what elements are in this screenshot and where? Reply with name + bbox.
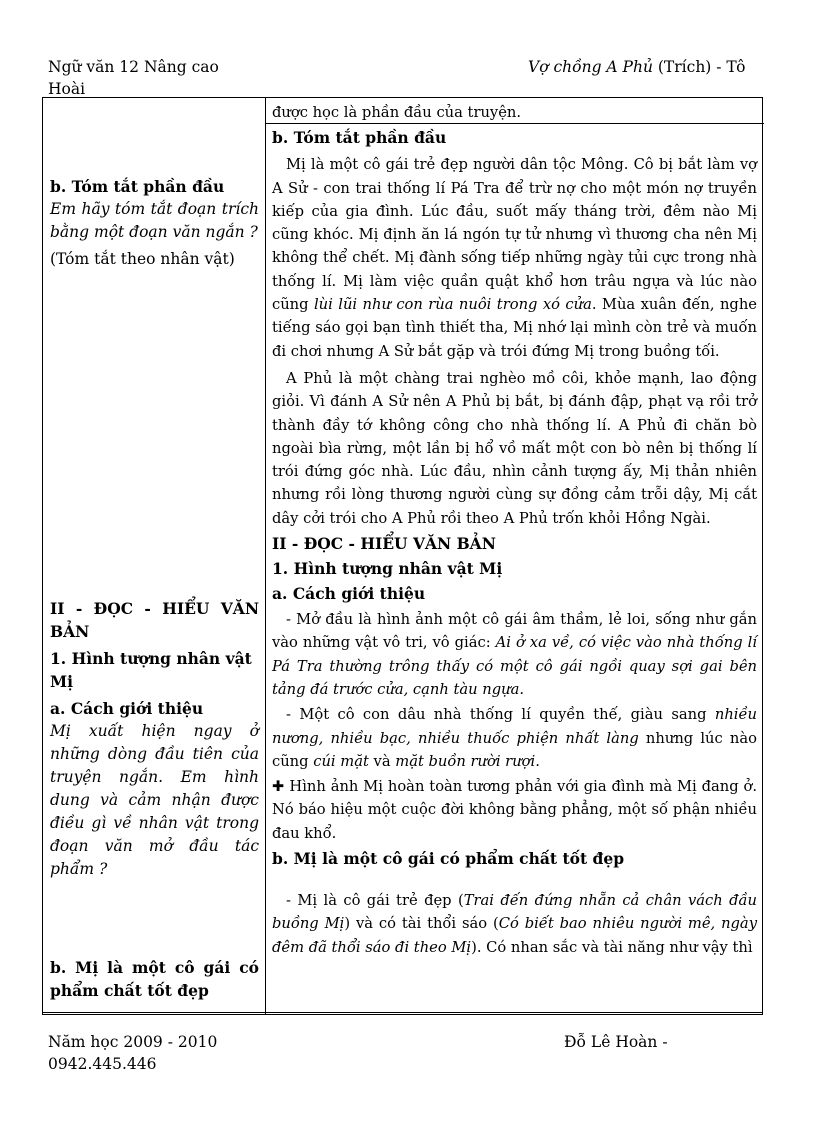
header-left (48, 56, 288, 100)
right-intro-line: được học là phần đầu của truyện. (272, 104, 522, 121)
mi-summary-text-end: . Mùa xuân đến, nghe tiếng sáo gọi bạn tình thiết tha, Mị nhớ lại mình còn trẻ và muốn đi chơi nhưng A Sử bắt gặp và trói đứng Mị trong buồng tối. (272, 296, 757, 360)
left-summary-title: b. Tóm tắt phần đầu (50, 177, 225, 196)
left-section-reading (50, 597, 259, 881)
row-rule-1 (266, 123, 764, 124)
left-reading-title: II - ĐỌC - HIỂU VĂN BẢN (50, 599, 259, 641)
left-summary-note: (Tóm tắt theo nhân vật) (50, 250, 235, 268)
left-section-summary (50, 175, 259, 271)
right-reading-a: a. Cách giới thiệu (272, 584, 426, 604)
table-bottom-rule (43, 1012, 762, 1013)
footer-year: Năm học 2009 - 2010 (48, 1033, 218, 1051)
right-quality-title: b. Mị là một cô gái có phẩm chất tốt đẹp (272, 849, 625, 869)
left-section-quality (50, 956, 259, 1002)
right-column (272, 101, 757, 959)
dil-quote-3: mặt buồn rười rượi. (395, 752, 540, 770)
left-reading-question: Mị xuất hiện ngay ở những dòng đầu tiên của truyện ngắn. Em hình dung và cảm nhận được điều gì về nhân vật trong đoạn văn mở đầu tác phẩm ? (50, 722, 259, 878)
paragraph-mi-summary (272, 153, 757, 363)
right-summary-title: b. Tóm tắt phần đầu (272, 128, 447, 148)
paragraph-contrast: ✚ Hình ảnh Mị hoàn toàn tương phản với gia đình mà Mị đang ở. Nó báo hiệu một cuộc đời không bằng phẳng, một số phận nhiều đau khổ. (272, 778, 757, 842)
header-work-title: Vợ chồng A Phủ (528, 58, 653, 76)
intro-image-text: - Mở đầu là hình ảnh một cô gái âm thầm, lẻ loi, sống như gắn vào những vật vô tri, vô giác: (272, 611, 757, 652)
beauty-text-2: ) và có tài thổi sáo ( (344, 915, 499, 933)
dil-text-3: và (368, 752, 396, 770)
left-summary-question: Em hãy tóm tắt đoạn trích bằng một đoạn văn ngắn ? (50, 200, 259, 241)
header-right (528, 56, 788, 78)
right-reading-sub: 1. Hình tượng nhân vật Mị (272, 559, 503, 579)
footer-phone: 0942.445.446 (48, 1055, 157, 1073)
left-quality-title: b. Mị là một cô gái có phẩm chất tốt đẹp (50, 958, 259, 1000)
right-reading-title: II - ĐỌC - HIỂU VĂN BẢN (272, 534, 496, 554)
left-reading-sub: 1. Hình tượng nhân vật Mị (50, 649, 252, 691)
beauty-text-3: ). Có nhan sắc và tài năng như vậy thì (471, 938, 753, 956)
mi-summary-text: Mị là một cô gái trẻ đẹp người dân tộc Mông. Cô bị bắt làm vợ A Sử - con trai thống lí Pá Tra để trừ nợ cho một món nợ truyền kiếp của gia đình. Lúc đầu, suốt mấy tháng trời, đêm nào Mị cũng khóc. Mị định ăn lá ngón tự tử nhưng vì thương cha nên Mị không thể chết. Mị đành sống tiếp những ngày tủi cực trong nhà thống lí. Mị làm việc quần quật khổ hơn trâu ngựa và lúc nào cũng (272, 156, 757, 314)
dil-text-1: - Một cô con dâu nhà thống lí quyền thế, giàu sang (286, 706, 715, 724)
beauty-quote-2: Có biết bao nhiêu người mê, ngày đêm đã thổi sáo đi theo Mị (272, 915, 757, 956)
mi-summary-quote: lùi lũi như con rùa nuôi trong xó cửa (313, 296, 592, 314)
dil-quote-1: nhiều nương, nhiều bạc, nhiều thuốc phiện nhất làng (272, 706, 757, 747)
header-subject: Ngữ văn 12 Nâng cao (48, 58, 219, 76)
dil-text-2: nhưng lúc nào cũng (272, 729, 757, 770)
paragraph-daughter-in-law (272, 703, 757, 773)
paragraph-beauty-talent (272, 889, 757, 959)
content-table (42, 97, 763, 1015)
beauty-quote-1: Trai đến đứng nhẵn cả chân vách đầu buồng Mị (272, 892, 757, 933)
paragraph-intro-image (272, 608, 757, 701)
header-subject-cont: Hoài (48, 80, 86, 98)
dil-quote-2: cúi mặt (313, 752, 369, 770)
intro-image-quote: Ai ở xa về, có việc vào nhà thống lí Pá Tra thường trông thấy có một cô gái ngồi quay sợi gai bên tảng đá trước cửa, cạnh tàu ngựa. (272, 634, 757, 698)
footer-author: Đỗ Lê Hoàn - (564, 1033, 668, 1051)
paragraph-aphu-summary: A Phủ là một chàng trai nghèo mồ côi, khỏe mạnh, lao động giỏi. Vì đánh A Sử nên A Phủ bị bắt, bị đánh đập, phạt vạ rồi trở thành đầy tớ không công cho nhà thống lí. A Phủ đi chăn bò ngoài bìa rừng, một lần bị hổ vồ mất một con bò nên bị thống lí trói đứng góc nhà. Lúc đầu, nhìn cảnh tượng ấy, Mị thản nhiên nhưng rồi lòng thương người cùng sự đồng cảm trỗi dậy, Mị cắt dây cởi trói cho A Phủ rồi theo A Phủ trốn khỏi Hồng Ngài. (272, 369, 757, 527)
header-work-rest: (Trích) - Tô (652, 58, 746, 76)
column-divider (265, 98, 266, 1014)
beauty-text-1: - Mị là cô gái trẻ đẹp ( (286, 892, 464, 910)
left-reading-a: a. Cách giới thiệu (50, 699, 204, 718)
footer-left (48, 1031, 288, 1075)
